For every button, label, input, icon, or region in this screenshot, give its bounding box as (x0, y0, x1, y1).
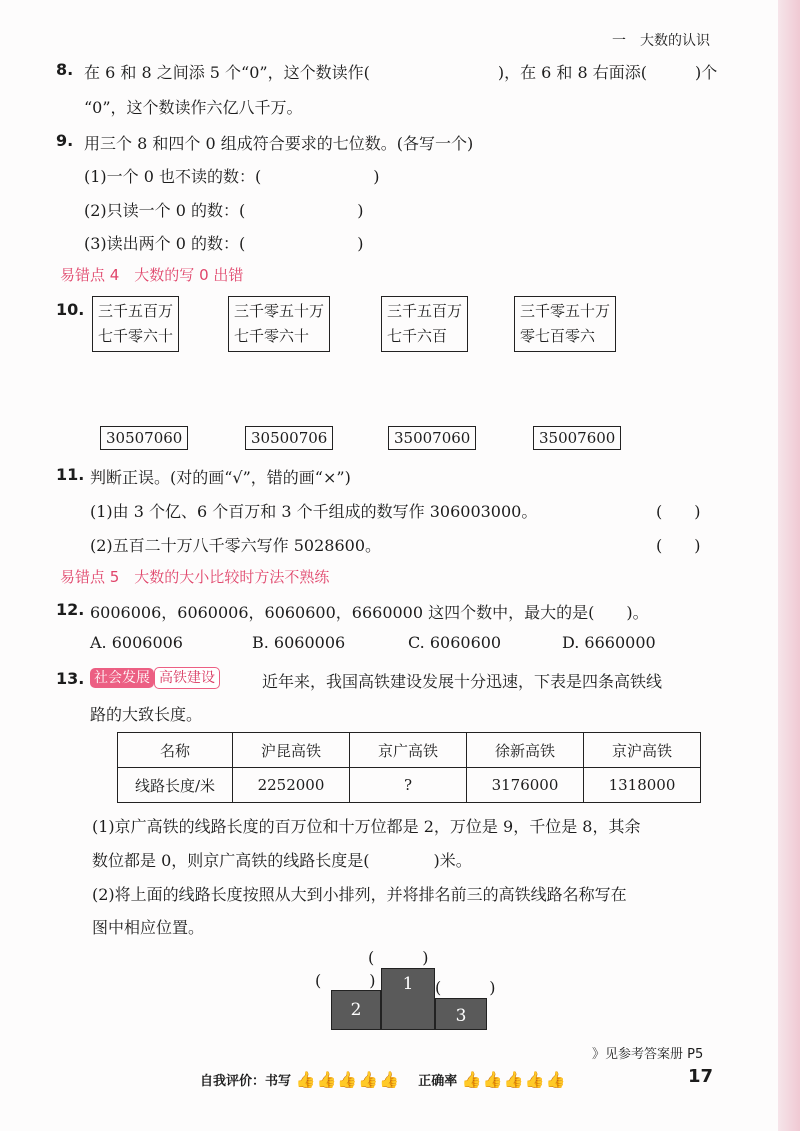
word-line: 三千五百万 (98, 302, 174, 320)
question-12-prompt: 6006006，6060006，6060600，6660000 这四个数中，最大的是( )。 (90, 603, 649, 622)
podium-blank-second: ( ) (315, 971, 376, 990)
question-11-number: 11. (56, 465, 85, 484)
word-card (228, 296, 330, 352)
question-8-line2: “0”，这个数读作六亿八千万。 (84, 98, 303, 117)
question-13-part2: (2)将上面的线路长度按照从大到小排列，并将排名前三的高铁线路名称写在 (92, 885, 627, 904)
number-card: 35007060 (388, 426, 476, 450)
table-cell: 线路长度/米 (118, 768, 233, 803)
table-cell: 名称 (118, 733, 233, 768)
podium-blank-first: ( ) (368, 948, 429, 967)
table-cell: 3176000 (467, 768, 584, 803)
question-11-item: (1)由 3 个亿、6 个百万和 3 个千组成的数写作 306003000。 (90, 502, 538, 521)
eval-label: 自我评价：书写 (200, 1074, 292, 1089)
question-13-part1: (1)京广高铁的线路长度的百万位和十万位都是 2，万位是 9，千位是 8，其余 (92, 817, 641, 836)
option-c: C. 6060600 (408, 633, 502, 652)
tag-social: 社会发展 (90, 668, 154, 688)
answer-reference: 》见参考答案册 P5 (592, 1047, 704, 1062)
table-cell: ? (350, 768, 467, 803)
number-card: 30507060 (100, 426, 188, 450)
option-a: A. 6006006 (90, 633, 183, 652)
question-13-intro: 路的大致长度。 (90, 705, 203, 724)
word-card (92, 296, 179, 352)
question-11-prompt: 判断正误。(对的画“√”，错的画“×”) (90, 468, 351, 487)
answer-bracket: ( ) (656, 536, 701, 555)
question-8-line1: 在 6 和 8 之间添 5 个“0”，这个数读作( )，在 6 和 8 右面添( )个 (84, 63, 718, 82)
thumbs-up-icon: 👍👍👍👍👍 (295, 1070, 401, 1089)
word-line: 三千零五十万 (234, 302, 325, 320)
question-9-prompt: 用三个 8 和四个 0 组成符合要求的七位数。(各写一个) (84, 134, 474, 153)
tag-rail: 高铁建设 (154, 667, 220, 689)
question-10-number: 10. (56, 300, 85, 319)
question-13-intro: 近年来，我国高铁建设发展十分迅速，下表是四条高铁线 (262, 672, 663, 691)
table-cell: 2252000 (233, 768, 350, 803)
option-d: D. 6660000 (562, 633, 656, 652)
word-line: 零七百零六 (520, 327, 596, 345)
table-cell: 1318000 (584, 768, 701, 803)
podium-second: 2 (331, 990, 381, 1030)
self-evaluation (200, 1070, 566, 1089)
question-12-number: 12. (56, 600, 85, 619)
podium-third: 3 (435, 998, 487, 1030)
number-card: 35007600 (533, 426, 621, 450)
question-9-item: (2)只读一个 0 的数：( ) (84, 201, 364, 220)
question-9-item: (1)一个 0 也不读的数：( ) (84, 167, 380, 186)
option-b: B. 6060006 (252, 633, 346, 652)
podium-first: 1 (381, 968, 435, 1030)
podium-blank-third: ( ) (435, 978, 496, 997)
section-title-5: 易错点 5 大数的大小比较时方法不熟练 (60, 568, 330, 586)
topic-tags (90, 667, 220, 689)
answer-bracket: ( ) (656, 502, 701, 521)
question-9-item: (3)读出两个 0 的数：( ) (84, 234, 364, 253)
question-13-part1: 数位都是 0，则京广高铁的线路长度是( )米。 (92, 851, 472, 870)
thumbs-up-icon: 👍👍👍👍👍 (461, 1070, 567, 1089)
word-line: 七千六百 (387, 327, 448, 345)
question-9-number: 9. (56, 131, 74, 150)
word-card (381, 296, 468, 352)
accuracy-label: 正确率 (418, 1074, 458, 1089)
table-row (118, 733, 701, 768)
word-card (514, 296, 616, 352)
word-line: 三千五百万 (387, 302, 463, 320)
rail-length-table (117, 732, 701, 803)
table-cell: 京广高铁 (350, 733, 467, 768)
table-cell: 京沪高铁 (584, 733, 701, 768)
question-13-number: 13. (56, 669, 85, 688)
page-edge (778, 0, 800, 1131)
number-card: 30500706 (245, 426, 333, 450)
table-row (118, 768, 701, 803)
question-11-item: (2)五百二十万八千零六写作 5028600。 (90, 536, 382, 555)
section-title-4: 易错点 4 大数的写 0 出错 (60, 266, 244, 284)
question-13-part2: 图中相应位置。 (92, 918, 205, 937)
table-cell: 徐新高铁 (467, 733, 584, 768)
word-line: 三千零五十万 (520, 302, 611, 320)
chapter-header: 一 大数的认识 (612, 33, 710, 49)
word-line: 七千零六十 (234, 327, 310, 345)
table-cell: 沪昆高铁 (233, 733, 350, 768)
word-line: 七千零六十 (98, 327, 174, 345)
question-8-number: 8. (56, 60, 74, 79)
page-number: 17 (688, 1066, 714, 1087)
